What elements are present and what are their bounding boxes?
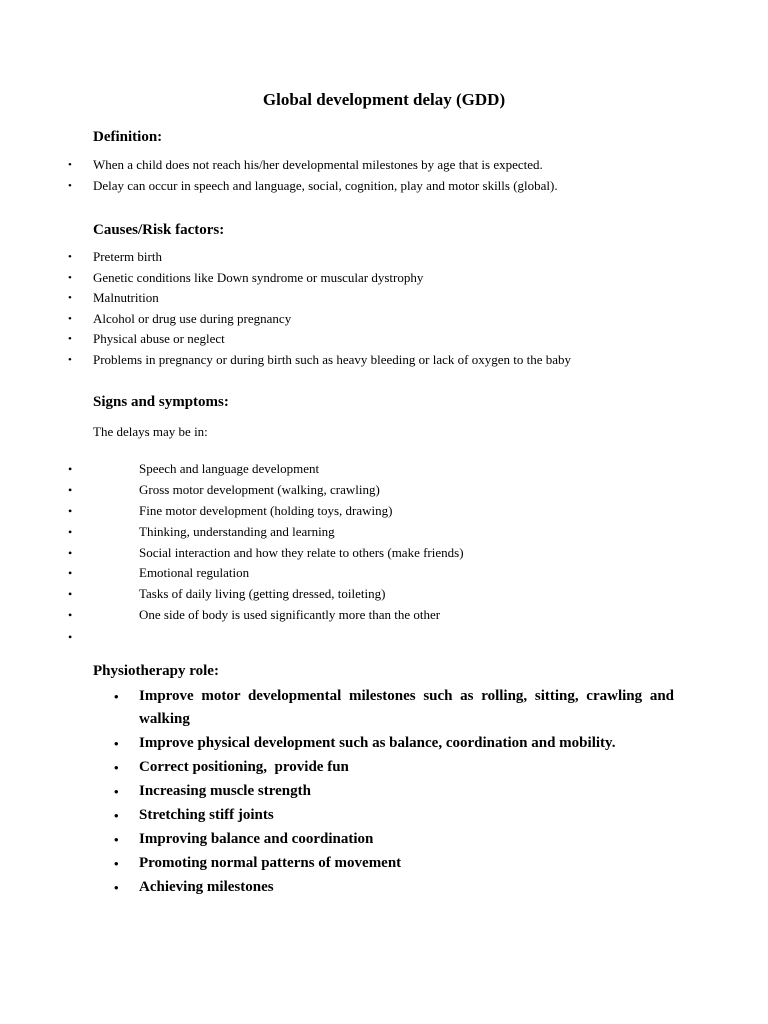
bullet-icon: • [68, 482, 73, 497]
list-item: • Improving balance and coordination [0, 828, 674, 851]
bullet-icon: • [114, 808, 119, 823]
definition-heading: Definition: [93, 129, 163, 145]
list-item: • Stretching stiff joints [0, 804, 674, 827]
definition-list [0, 155, 558, 196]
list-item: • Speech and language development [0, 459, 464, 480]
list-item: • Social interaction and how they relate to others (make friends) [0, 543, 464, 564]
list-item: • Promoting normal patterns of movement [0, 852, 674, 875]
bullet-icon: • [68, 312, 72, 325]
bullet-icon: • [114, 736, 119, 751]
empty-bullet-icon: • [68, 630, 73, 644]
list-item: • Emotional regulation [0, 563, 464, 584]
bullet-icon: • [68, 545, 73, 560]
causes-list [0, 247, 571, 371]
list-item: • Alcohol or drug use during pregnancy [0, 309, 571, 330]
bullet-icon: • [114, 880, 119, 895]
bullet-icon: • [68, 524, 73, 539]
signs-intro: The delays may be in: [93, 424, 208, 439]
list-item: • One side of body is used significantly more than the other [0, 605, 464, 626]
list-item: • Improve physical development such as balance, coordination and mobility. [0, 732, 674, 755]
list-item: • Malnutrition [0, 288, 571, 309]
bullet-icon: • [68, 503, 73, 518]
bullet-icon: • [68, 333, 72, 346]
bullet-icon: • [68, 251, 72, 263]
document-title: Global development delay (GDD) [262, 90, 506, 109]
bullet-icon: • [68, 292, 72, 305]
list-item: • When a child does not reach his/her developmental milestones by age that is expected. [0, 155, 558, 176]
bullet-icon: • [68, 462, 73, 476]
list-item: • Tasks of daily living (getting dressed, toileting) [0, 584, 464, 605]
bullet-icon: • [68, 566, 73, 581]
list-item: • Gross motor development (walking, crawling) [0, 480, 464, 501]
list-item: • Achieving milestones [0, 876, 674, 899]
bullet-icon: • [114, 760, 119, 775]
bullet-icon: • [114, 784, 119, 799]
bullet-icon: • [68, 179, 72, 192]
list-item: • Problems in pregnancy or during birth such as heavy bleeding or lack of oxygen to the baby [0, 350, 571, 371]
list-item: • Delay can occur in speech and language, social, cognition, play and motor skills (global). [0, 176, 558, 197]
list-item: • Correct positioning, provide fun [0, 756, 674, 779]
list-item: • Fine motor development (holding toys, drawing) [0, 501, 464, 522]
bullet-icon: • [68, 608, 73, 623]
physio-list [0, 685, 674, 900]
list-item: • Genetic conditions like Down syndrome or muscular dystrophy [0, 268, 571, 289]
list-item: • Preterm birth [0, 247, 571, 268]
causes-heading: Causes/Risk factors: [93, 222, 225, 238]
list-item: • Improve motor developmental milestones such as rolling, sitting, crawling and walking [0, 685, 674, 731]
bullet-icon: • [68, 271, 72, 284]
list-item: • Physical abuse or neglect [0, 329, 571, 350]
physio-heading: Physiotherapy role: [93, 663, 219, 679]
bullet-icon: • [114, 689, 119, 704]
list-item: • Thinking, understanding and learning [0, 522, 464, 543]
bullet-icon: • [114, 832, 119, 847]
bullet-icon: • [68, 159, 72, 171]
bullet-icon: • [114, 856, 119, 871]
list-item: • Increasing muscle strength [0, 780, 674, 803]
bullet-icon: • [68, 353, 72, 366]
signs-list [0, 459, 464, 626]
bullet-icon: • [68, 587, 73, 602]
signs-heading: Signs and symptoms: [93, 394, 229, 410]
